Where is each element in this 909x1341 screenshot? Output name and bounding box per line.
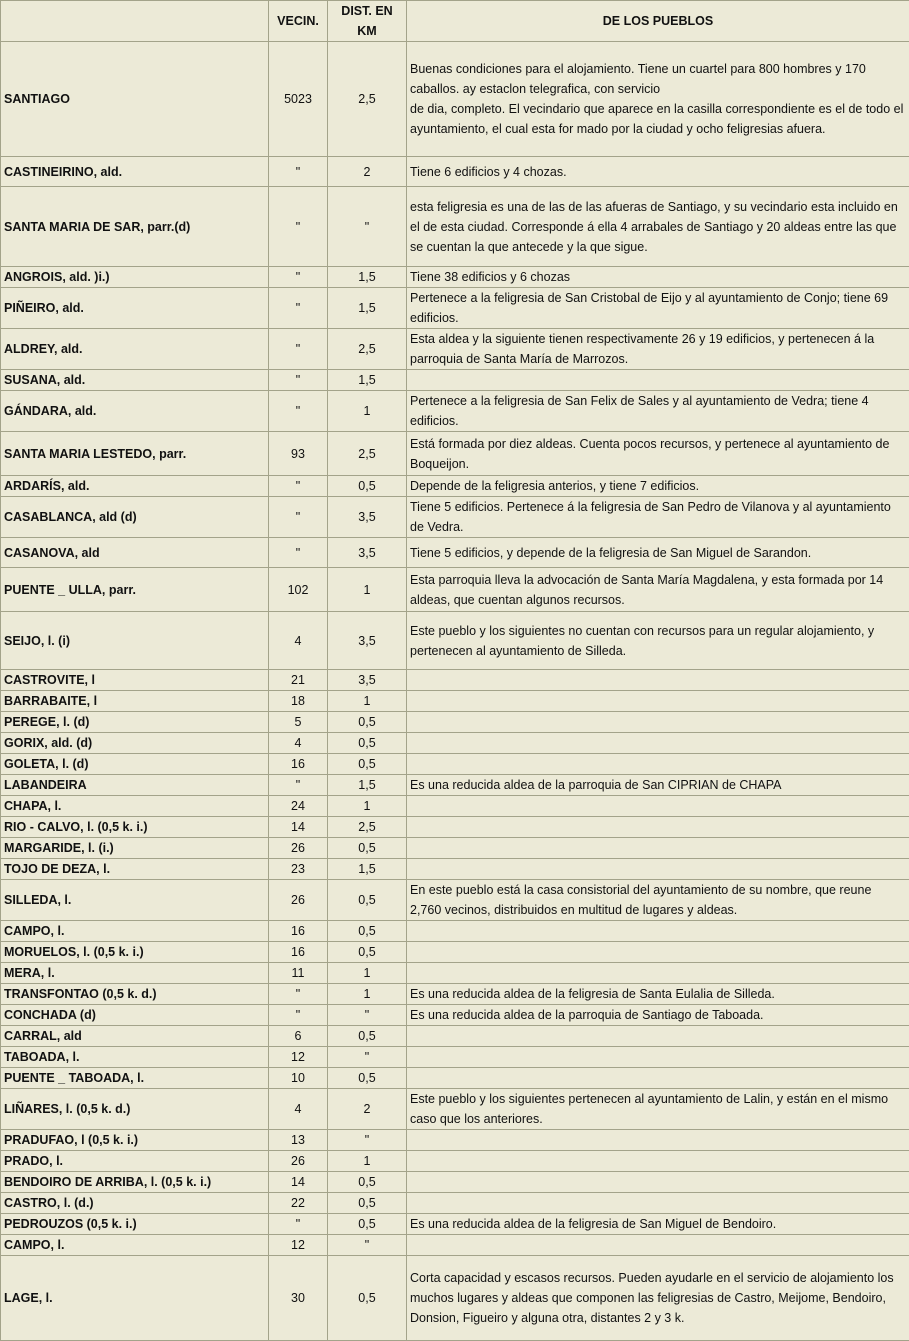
description-cell [407,712,909,733]
distance-cell: 1 [328,391,407,432]
vecinos-cell: 4 [269,733,328,754]
place-name-cell: ANGROIS, ald. )i.) [1,267,269,288]
vecinos-cell: " [269,497,328,538]
description-cell: Tiene 5 edificios, y depende de la feligresia de San Miguel de Sarandon. [407,538,909,568]
description-cell: Es una reducida aldea de la feligresia de San Miguel de Bendoiro. [407,1214,909,1235]
table-row [1,568,909,612]
distance-cell: " [328,1130,407,1151]
place-name-cell: CASTINEIRINO, ald. [1,157,269,187]
place-name-cell: GÁNDARA, ald. [1,391,269,432]
place-name-cell: TOJO DE DEZA, l. [1,859,269,880]
header-desc: DE LOS PUEBLOS [407,1,909,42]
vecinos-cell: " [269,538,328,568]
vecinos-cell: 26 [269,838,328,859]
description-cell [407,1151,909,1172]
distance-cell: 0,5 [328,1256,407,1341]
distance-cell: 2,5 [328,329,407,370]
table-row [1,370,909,391]
description-cell [407,859,909,880]
description-cell: Es una reducida aldea de la parroquia de San CIPRIAN de CHAPA [407,775,909,796]
description-cell: Está formada por diez aldeas. Cuenta pocos recursos, y pertenece al ayuntamiento de Boqueijon. [407,432,909,476]
distance-cell: 0,5 [328,733,407,754]
vecinos-cell: 24 [269,796,328,817]
vecinos-cell: " [269,370,328,391]
description-cell: Tiene 38 edificios y 6 chozas [407,267,909,288]
distance-cell: 0,5 [328,712,407,733]
vecinos-cell: " [269,1005,328,1026]
description-cell [407,1047,909,1068]
table-row [1,391,909,432]
distance-cell: 3,5 [328,538,407,568]
distance-cell: 1 [328,963,407,984]
vecinos-cell: 18 [269,691,328,712]
distance-cell: 0,5 [328,1026,407,1047]
vecinos-cell: 23 [269,859,328,880]
place-name-cell: GOLETA, l. (d) [1,754,269,775]
vecinos-cell: 93 [269,432,328,476]
vecinos-cell: 4 [269,612,328,670]
distance-cell: 1 [328,568,407,612]
vecinos-cell: " [269,391,328,432]
place-name-cell: SILLEDA, l. [1,880,269,921]
vecinos-cell: 6 [269,1026,328,1047]
vecinos-cell: 14 [269,817,328,838]
distance-cell: 0,5 [328,1193,407,1214]
table-row [1,288,909,329]
description-cell: Es una reducida aldea de la feligresia de Santa Eulalia de Silleda. [407,984,909,1005]
place-name-cell: CASANOVA, ald [1,538,269,568]
distance-cell: 1 [328,796,407,817]
table-row [1,329,909,370]
place-name-cell: PIÑEIRO, ald. [1,288,269,329]
table-row [1,733,909,754]
vecinos-cell: 16 [269,942,328,963]
vecinos-cell: " [269,157,328,187]
place-name-cell: CONCHADA (d) [1,1005,269,1026]
vecinos-cell: 13 [269,1130,328,1151]
vecinos-cell: " [269,329,328,370]
place-name-cell: CHAPA, l. [1,796,269,817]
description-cell: Este pueblo y los siguientes pertenecen al ayuntamiento de Lalin, y están en el mismo caso que los anteriores. [407,1089,909,1130]
table-row [1,612,909,670]
place-name-cell: MORUELOS, l. (0,5 k. i.) [1,942,269,963]
table-row [1,267,909,288]
table-row [1,476,909,497]
table-row [1,1005,909,1026]
description-cell: Esta aldea y la siguiente tienen respectivamente 26 y 19 edificios, y pertenecen á la parroquia de Santa María de Marrozos. [407,329,909,370]
distance-cell: 1,5 [328,859,407,880]
description-cell [407,1026,909,1047]
place-name-cell: CAMPO, l. [1,921,269,942]
header-vecin: VECIN. [269,1,328,42]
distance-cell: 1 [328,691,407,712]
vecinos-cell: " [269,1214,328,1235]
table-row [1,984,909,1005]
distance-cell: 3,5 [328,670,407,691]
vecinos-cell: 21 [269,670,328,691]
distance-cell: 2,5 [328,432,407,476]
place-name-cell: CASABLANCA, ald (d) [1,497,269,538]
place-name-cell: RIO - CALVO, l. (0,5 k. i.) [1,817,269,838]
place-name-cell: PRADO, l. [1,1151,269,1172]
description-cell: Esta parroquia lleva la advocación de Santa María Magdalena, y esta formada por 14 aldeas, que cuentan algunos recursos. [407,568,909,612]
description-cell: Tiene 6 edificios y 4 chozas. [407,157,909,187]
table-row [1,1089,909,1130]
table-row [1,1172,909,1193]
distance-cell: 2,5 [328,42,407,157]
distance-cell: 0,5 [328,921,407,942]
vecinos-cell: " [269,984,328,1005]
description-cell [407,370,909,391]
description-cell [407,1068,909,1089]
distance-cell: 0,5 [328,880,407,921]
place-name-cell: CASTROVITE, l [1,670,269,691]
place-name-cell: GORIX, ald. (d) [1,733,269,754]
place-name-cell: SANTA MARIA DE SAR, parr.(d) [1,187,269,267]
distance-cell: 2 [328,157,407,187]
distance-cell: 3,5 [328,612,407,670]
description-cell: Corta capacidad y escasos recursos. Pueden ayudarle en el servicio de alojamiento los muchos lugares y aldeas que componen las feligresias de Castro, Meijome, Bendoiro, Donsion, Figueiro y alguna otra, distantes 2 y 3 k. [407,1256,909,1341]
description-cell [407,1235,909,1256]
table-row [1,1068,909,1089]
distance-cell: 0,5 [328,942,407,963]
table-row [1,1214,909,1235]
distance-cell: 0,5 [328,476,407,497]
vecinos-cell: 12 [269,1047,328,1068]
table-row [1,691,909,712]
distance-cell: " [328,1235,407,1256]
place-name-cell: MERA, l. [1,963,269,984]
description-cell: Tiene 5 edificios. Pertenece á la feligresia de San Pedro de Vilanova y al ayuntamiento de Vedra. [407,497,909,538]
distance-cell: 2,5 [328,817,407,838]
distance-cell: 1 [328,1151,407,1172]
table-row [1,712,909,733]
place-name-cell: SEIJO, l. (i) [1,612,269,670]
vecinos-cell: " [269,288,328,329]
description-cell [407,1172,909,1193]
vecinos-cell: 22 [269,1193,328,1214]
vecinos-cell: " [269,775,328,796]
vecinos-cell: 12 [269,1235,328,1256]
place-name-cell: PEREGE, l. (d) [1,712,269,733]
place-name-cell: LABANDEIRA [1,775,269,796]
description-cell [407,796,909,817]
table-row [1,963,909,984]
place-name-cell: SUSANA, ald. [1,370,269,391]
place-name-cell: PUENTE _ ULLA, parr. [1,568,269,612]
table-row [1,838,909,859]
description-cell: Este pueblo y los siguientes no cuentan con recursos para un regular alojamiento, y pertenecen al ayuntamiento de Silleda. [407,612,909,670]
table-row [1,670,909,691]
distance-cell: 1,5 [328,267,407,288]
table-row [1,1193,909,1214]
description-cell: Pertenece a la feligresia de San Cristobal de Eijo y al ayuntamiento de Conjo; tiene 69 edificios. [407,288,909,329]
place-name-cell: PRADUFAO, l (0,5 k. i.) [1,1130,269,1151]
place-name-cell: PEDROUZOS (0,5 k. i.) [1,1214,269,1235]
vecinos-cell: 11 [269,963,328,984]
distance-cell: 0,5 [328,754,407,775]
distance-cell: 0,5 [328,1068,407,1089]
table-row [1,157,909,187]
table-row [1,538,909,568]
description-cell [407,733,909,754]
distance-cell: 0,5 [328,838,407,859]
place-name-cell: ARDARÍS, ald. [1,476,269,497]
table-row [1,796,909,817]
description-cell [407,942,909,963]
table-row [1,432,909,476]
distance-cell: 1,5 [328,288,407,329]
vecinos-cell: 14 [269,1172,328,1193]
distance-cell: 0,5 [328,1172,407,1193]
distance-cell: " [328,187,407,267]
description-cell [407,817,909,838]
description-cell [407,921,909,942]
vecinos-cell: " [269,187,328,267]
distance-cell: 1,5 [328,370,407,391]
description-cell: Es una reducida aldea de la parroquia de Santiago de Taboada. [407,1005,909,1026]
description-cell: Depende de la feligresia anterios, y tiene 7 edificios. [407,476,909,497]
description-cell [407,838,909,859]
distance-cell: 3,5 [328,497,407,538]
description-cell [407,670,909,691]
vecinos-cell: 30 [269,1256,328,1341]
table-row [1,497,909,538]
vecinos-cell: 102 [269,568,328,612]
place-name-cell: BARRABAITE, l [1,691,269,712]
header-row [1,1,909,42]
vecinos-cell: 16 [269,754,328,775]
place-name-cell: LIÑARES, l. (0,5 k. d.) [1,1089,269,1130]
table-row [1,1026,909,1047]
table-row [1,859,909,880]
table-row [1,775,909,796]
place-name-cell: CARRAL, ald [1,1026,269,1047]
table-row [1,754,909,775]
table-row [1,921,909,942]
vecinos-cell: " [269,476,328,497]
description-cell: En este pueblo está la casa consistorial del ayuntamiento de su nombre, que reune 2,760 vecinos, distribuidos en multitud de lugares y aldeas. [407,880,909,921]
table-row [1,1151,909,1172]
vecinos-cell: 4 [269,1089,328,1130]
distance-cell: " [328,1005,407,1026]
vecinos-cell: 16 [269,921,328,942]
table-row [1,1130,909,1151]
table-row [1,880,909,921]
vecinos-cell: 5023 [269,42,328,157]
place-name-cell: ALDREY, ald. [1,329,269,370]
place-name-cell: MARGARIDE, l. (i.) [1,838,269,859]
place-name-cell: TABOADA, l. [1,1047,269,1068]
place-name-cell: PUENTE _ TABOADA, l. [1,1068,269,1089]
distance-cell: 1,5 [328,775,407,796]
table-row [1,42,909,157]
description-cell: Pertenece a la feligresia de San Felix de Sales y al ayuntamiento de Vedra; tiene 4 edificios. [407,391,909,432]
place-name-cell: SANTIAGO [1,42,269,157]
table-row [1,817,909,838]
table-row [1,942,909,963]
place-name-cell: LAGE, l. [1,1256,269,1341]
vecinos-cell: 26 [269,880,328,921]
header-dist: DIST. EN KM [328,1,407,42]
description-cell [407,963,909,984]
table-row [1,1256,909,1341]
distance-cell: 2 [328,1089,407,1130]
header-name [1,1,269,42]
vecinos-cell: 10 [269,1068,328,1089]
place-name-cell: BENDOIRO DE ARRIBA, l. (0,5 k. i.) [1,1172,269,1193]
distance-cell: 1 [328,984,407,1005]
description-cell [407,754,909,775]
vecinos-cell: 5 [269,712,328,733]
place-name-cell: SANTA MARIA LESTEDO, parr. [1,432,269,476]
distance-cell: 0,5 [328,1214,407,1235]
table-row [1,187,909,267]
description-cell: Buenas condiciones para el alojamiento. Tiene un cuartel para 800 hombres y 170 caballos. ay estaclon telegrafica, con servicio de dia, completo. El vecindario que aparece en la casilla correspondiente es el de todo el ayuntamiento, el cual esta for mado por la ciudad y ocho feligresias afuera. [407,42,909,157]
place-name-cell: CAMPO, l. [1,1235,269,1256]
description-cell [407,1130,909,1151]
table-row [1,1235,909,1256]
place-name-cell: CASTRO, l. (d.) [1,1193,269,1214]
table-row [1,1047,909,1068]
description-cell [407,1193,909,1214]
place-name-cell: TRANSFONTAO (0,5 k. d.) [1,984,269,1005]
distance-cell: " [328,1047,407,1068]
vecinos-cell: 26 [269,1151,328,1172]
vecinos-cell: " [269,267,328,288]
description-cell [407,691,909,712]
description-cell: esta feligresia es una de las de las afueras de Santiago, y su vecindario esta incluido en el de esta ciudad. Corresponde á ella 4 arrabales de Santiago y 20 aldeas entre las que se cuentan la que antecede y la que sigue. [407,187,909,267]
